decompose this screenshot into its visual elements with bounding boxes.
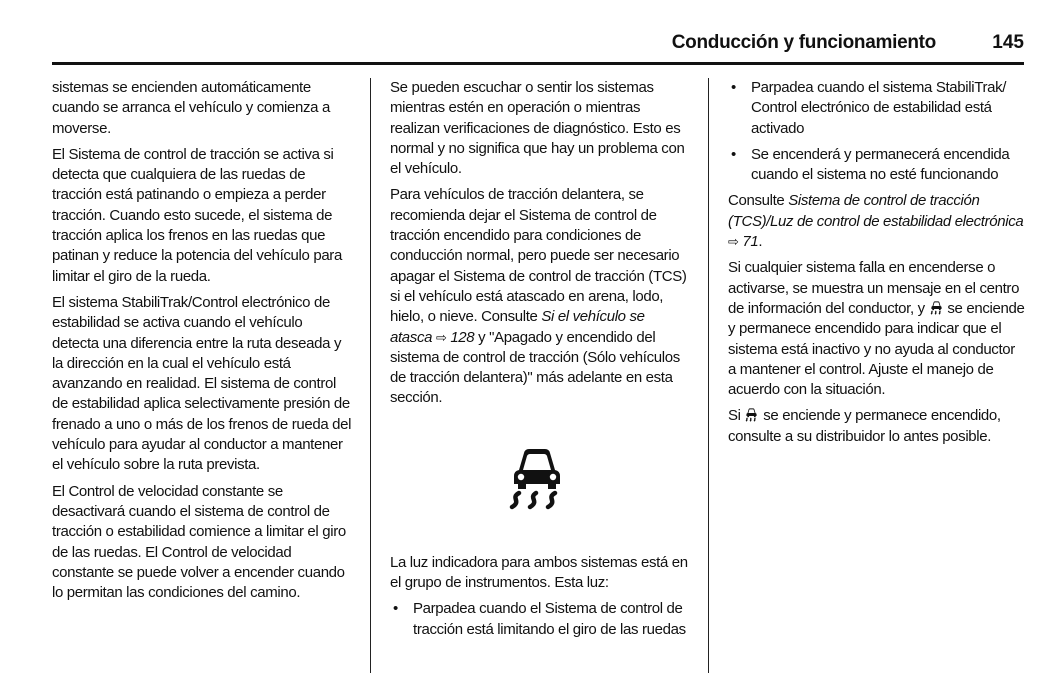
bullet-list (728, 78, 1026, 185)
paragraph: sistemas se encienden automáticamente cuando se arranca el vehículo y comienza a moverse. (52, 79, 330, 137)
text-span: Si (728, 407, 745, 425)
page-arrow-icon: ⇨ (435, 329, 447, 345)
column-3 (728, 78, 1026, 453)
page-reference[interactable]: 71 (742, 233, 759, 251)
cross-reference-link[interactable]: Si el vehículo se atasca (390, 308, 645, 346)
paragraph: La luz indicadora para ambos sistemas está en el grupo de instrumentos. Esta luz: (390, 553, 688, 592)
bullet-list (390, 599, 690, 640)
text-span: y "Apagado y encendido del sistema de control de tracción (Sólo vehículos de tracción delantera)" más adelante en esta sección. (390, 328, 680, 407)
text-span: . (758, 233, 763, 251)
paragraph (728, 406, 1026, 447)
text-span: Para vehículos de tracción delantera, se recomienda dejar el Sistema de control de tracción encendido para condiciones de conducción normal, pero puede ser necesario apagar el Sistema de control de tracción (TCS) si el vehículo está atascado en arena, lodo, hielo, o nieve. Consulte (390, 186, 687, 326)
paragraph (390, 185, 690, 408)
text-span: se enciende y permanece encendido para indicar que el sistema está inactivo y no ayuda al conductor a mantener el control. Ajuste el manejo de acuerdo con la situación. (728, 299, 1025, 399)
list-item: • Parpadea cuando el sistema StabiliTrak/ Control electrónico de estabilidad está activado (728, 78, 1026, 139)
traction-control-icon (929, 300, 944, 315)
paragraph: El sistema StabiliTrak/Control electrónico de estabilidad se activa cuando el vehículo detecta una diferencia entre la ruta deseada y la dirección en la cual el vehículo está avanzando en realidad. El sistema de control de estabilidad aplica selectivamente presión de frenado a uno o más de los frenos de rueda del vehículo para ayudar al conductor a mantener el vehículo sobre la ruta prevista. (52, 293, 352, 474)
section-title: Conducción y funcionamiento (671, 32, 936, 53)
paragraph: El Sistema de control de tracción se activa si detecta que cualquiera de las ruedas de tracción está patinando o empieza a perder tracción. Cuando esto sucede, el sistema de tracción aplica los frenos en las ruedas que patinan y reduce la potencia del vehículo para limitar el giro de la rueda. (52, 145, 342, 285)
page-reference[interactable]: 128 (450, 328, 475, 346)
page-header (52, 30, 1024, 65)
list-item: • Se encenderá y permanecerá encendida cuando el sistema no esté funcionando (728, 145, 1026, 186)
paragraph (728, 191, 1026, 252)
paragraph (728, 258, 1026, 400)
page-number: 145 (992, 32, 1024, 53)
paragraph: Se pueden escuchar o sentir los sistemas mientras estén en operación o mientras realizan verificaciones de diagnóstico. Esto es normal y no significa que hay un problema con el vehículo. (390, 79, 685, 178)
cross-reference-link[interactable]: Sistema de control de tracción (TCS)/Luz de control de estabilidad electrónica (728, 192, 1024, 230)
column-2 (390, 78, 690, 646)
text-span: Consulte (728, 192, 789, 210)
text-span: se enciende y permanece encendido, consulte a su distribuidor lo antes posible. (728, 407, 1001, 445)
text-span: Si cualquier sistema falla en encenderse o activarse, se muestra un mensaje en el centro de información del conductor, y (728, 259, 1020, 317)
paragraph: El Control de velocidad constante se desactivará cuando el sistema de control de tracción o estabilidad comience a limitar el giro de las ruedas. El Control de velocidad constante se puede volver a encender cuando lo permitan las condiciones del camino. (52, 482, 346, 602)
traction-control-icon (506, 443, 568, 511)
column-divider (370, 78, 371, 673)
indicator-figure (390, 415, 690, 553)
traction-control-icon (744, 407, 759, 422)
page-arrow-icon: ⇨ (728, 234, 739, 250)
column-divider (708, 78, 709, 673)
column-1 (52, 78, 352, 609)
list-item: • Parpadea cuando el Sistema de control de tracción está limitando el giro de las ruedas (390, 599, 690, 640)
